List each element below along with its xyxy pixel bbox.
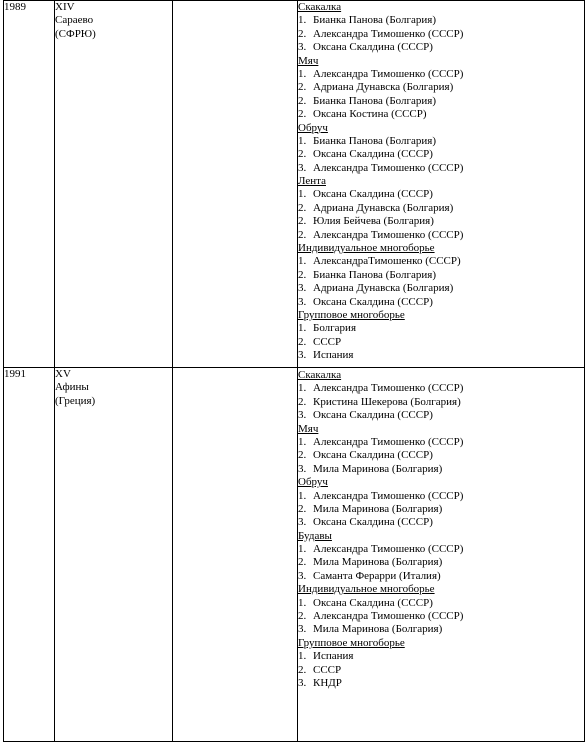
event-heading: Лента [298, 175, 326, 188]
event-heading: Скакалка [298, 369, 342, 381]
country-text: (Греция) [55, 394, 96, 407]
empty-cell [173, 1, 298, 368]
year-cell [4, 368, 55, 742]
result-entry [298, 570, 584, 583]
venue-cell [55, 1, 173, 368]
place-number: 1. [298, 188, 307, 201]
athlete-name: Оксана Скалдина (СССР) [313, 596, 433, 609]
result-entry [298, 503, 584, 516]
result-entry [298, 322, 584, 335]
event-heading: Обруч [298, 121, 328, 134]
result-entry [298, 409, 584, 422]
place-number: 2. [298, 502, 307, 515]
athlete-name: Юлия Бейчева (Болгария) [313, 215, 434, 228]
result-entry [298, 255, 584, 268]
table-row [4, 368, 585, 742]
athlete-name: Александра Тимошенко (СССР) [313, 67, 464, 80]
result-entry [298, 81, 584, 94]
athlete-name: СССР [313, 663, 342, 676]
athlete-name: КНДР [313, 676, 342, 689]
event-heading: Будавы [298, 529, 332, 542]
place-number: 2. [298, 201, 307, 214]
edition-text: XIV [55, 1, 75, 13]
athlete-name: Александра Тимошенко (СССР) [313, 382, 464, 395]
athlete-name: Оксана Скалдина (СССР) [313, 516, 433, 529]
place-number: 2. [298, 610, 307, 623]
year-cell [4, 1, 55, 368]
place-number: 3. [298, 462, 307, 475]
place-number: 1. [298, 14, 307, 27]
place-number: 1. [298, 435, 307, 448]
event-heading: Индивидуальное многоборье [298, 242, 435, 255]
athlete-name: Александра Тимошенко (СССР) [313, 610, 464, 623]
place-number: 1. [298, 382, 307, 395]
athlete-name: Оксана Скалдина (СССР) [313, 188, 433, 201]
place-number: 2. [298, 94, 307, 107]
place-number: 3. [298, 161, 307, 174]
result-entry [298, 68, 584, 81]
athlete-name: Адриана Дунавска (Болгария) [313, 81, 454, 94]
athlete-name: Оксана Скалдина (СССР) [313, 148, 433, 161]
result-entry [298, 135, 584, 148]
result-entry [298, 516, 584, 529]
athlete-name: Саманта Ферарри (Италия) [313, 569, 441, 582]
place-number: 3. [298, 282, 307, 295]
result-entry [298, 382, 584, 395]
place-number: 3. [298, 623, 307, 636]
athlete-name: Кристина Шекерова (Болгария) [313, 395, 461, 408]
place-number: 1. [298, 322, 307, 335]
place-number: 3. [298, 516, 307, 529]
place-number: 2. [298, 215, 307, 228]
result-entry [298, 148, 584, 161]
edition-text: XV [55, 368, 71, 380]
place-number: 1. [298, 543, 307, 556]
athlete-name: Бианка Панова (Болгария) [313, 268, 437, 281]
athlete-name: Болгария [313, 322, 357, 335]
athlete-name: Бианка Панова (Болгария) [313, 94, 437, 107]
year-text: 1989 [4, 1, 26, 13]
results-cell [298, 368, 585, 742]
athlete-name: АлександраТимошенко (СССР) [313, 255, 461, 268]
athlete-name: Мила Маринова (Болгария) [313, 556, 443, 569]
event-heading: Индивидуальное многоборье [298, 583, 435, 596]
result-entry [298, 282, 584, 295]
result-entry [298, 202, 584, 215]
athlete-name: Александра Тимошенко (СССР) [313, 435, 464, 448]
result-entry [298, 215, 584, 228]
athlete-name: Александра Тимошенко (СССР) [313, 161, 464, 174]
event-heading: Групповое многоборье [298, 308, 405, 321]
result-entry [298, 463, 584, 476]
result-entry [298, 664, 584, 677]
athlete-name: Оксана Костина (СССР) [313, 108, 427, 121]
place-number: 2. [298, 268, 307, 281]
result-entry [298, 650, 584, 663]
result-entry [298, 14, 584, 27]
year-text: 1991 [4, 368, 26, 380]
athlete-name: Александра Тимошенко (СССР) [313, 543, 464, 556]
place-number: 1. [298, 255, 307, 268]
result-entry [298, 597, 584, 610]
results-cell [298, 1, 585, 368]
result-entry [298, 296, 584, 309]
place-number: 1. [298, 134, 307, 147]
result-entry [298, 188, 584, 201]
result-entry [298, 41, 584, 54]
event-heading: Мяч [298, 422, 319, 435]
place-number: 3. [298, 295, 307, 308]
athlete-name: Мила Маринова (Болгария) [313, 502, 443, 515]
place-number: 3. [298, 409, 307, 422]
result-entry [298, 610, 584, 623]
athlete-name: Бианка Панова (Болгария) [313, 134, 437, 147]
athlete-name: Оксана Скалдина (СССР) [313, 41, 433, 54]
athlete-name: Адриана Дунавска (Болгария) [313, 282, 454, 295]
result-entry [298, 229, 584, 242]
athlete-name: СССР [313, 335, 342, 348]
event-heading: Мяч [298, 54, 319, 67]
place-number: 1. [298, 650, 307, 663]
place-number: 1. [298, 489, 307, 502]
place-number: 2. [298, 27, 307, 40]
athlete-name: Александра Тимошенко (СССР) [313, 228, 464, 241]
athlete-name: Мила Маринова (Болгария) [313, 623, 443, 636]
event-heading: Групповое многоборье [298, 636, 405, 649]
place-number: 3. [298, 676, 307, 689]
athlete-name: Оксана Скалдина (СССР) [313, 409, 433, 422]
place-number: 2. [298, 108, 307, 121]
results-table [3, 0, 585, 742]
athlete-name: Оксана Скалдина (СССР) [313, 295, 433, 308]
result-entry [298, 28, 584, 41]
athlete-name: Оксана Скалдина (СССР) [313, 449, 433, 462]
event-heading: Скакалка [298, 1, 342, 13]
result-entry [298, 349, 584, 362]
result-entry [298, 95, 584, 108]
athlete-name: Бианка Панова (Болгария) [313, 14, 437, 27]
venue-cell [55, 368, 173, 742]
result-entry [298, 396, 584, 409]
country-text: (СФРЮ) [55, 27, 96, 40]
place-number: 2. [298, 148, 307, 161]
athlete-name: Испания [313, 650, 354, 663]
place-number: 2. [298, 81, 307, 94]
city-text: Сараево [55, 14, 94, 27]
place-number: 2. [298, 228, 307, 241]
place-number: 2. [298, 556, 307, 569]
result-entry [298, 677, 584, 690]
place-number: 3. [298, 41, 307, 54]
result-entry [298, 623, 584, 636]
empty-cell [173, 368, 298, 742]
result-entry [298, 543, 584, 556]
athlete-name: Александра Тимошенко (СССР) [313, 27, 464, 40]
place-number: 1. [298, 596, 307, 609]
place-number: 3. [298, 569, 307, 582]
result-entry [298, 162, 584, 175]
event-heading: Обруч [298, 476, 328, 489]
result-entry [298, 449, 584, 462]
result-entry [298, 436, 584, 449]
city-text: Афины [55, 381, 89, 394]
place-number: 2. [298, 663, 307, 676]
result-entry [298, 269, 584, 282]
result-entry [298, 556, 584, 569]
table-row [4, 1, 585, 368]
result-entry [298, 336, 584, 349]
place-number: 2. [298, 395, 307, 408]
place-number: 3. [298, 349, 307, 362]
athlete-name: Александра Тимошенко (СССР) [313, 489, 464, 502]
place-number: 2. [298, 449, 307, 462]
result-entry [298, 108, 584, 121]
place-number: 1. [298, 67, 307, 80]
athlete-name: Адриана Дунавска (Болгария) [313, 201, 454, 214]
result-entry [298, 490, 584, 503]
place-number: 2. [298, 335, 307, 348]
athlete-name: Испания [313, 349, 354, 362]
athlete-name: Мила Маринова (Болгария) [313, 462, 443, 475]
